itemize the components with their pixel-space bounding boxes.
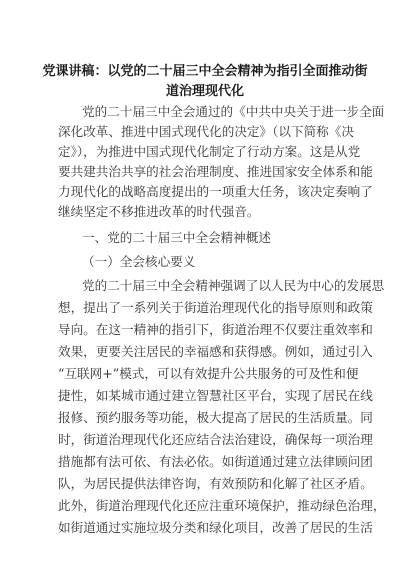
body-paragraph-line: 报修、预约服务等功能，极大提高了居民的生活质量。同: [58, 410, 373, 425]
intro-paragraph-line: 定》），为推进中国式现代化制定了行动方案。这是从党: [58, 144, 361, 159]
body-paragraph-line: 时，街道治理现代化还应结合法治建设，确保每一项治理: [58, 432, 373, 447]
body-paragraph-line: 此外，街道治理现代化还应注重环境保护，推动绿色治理，: [58, 498, 386, 513]
body-paragraph-line: 导向。在这一精神的指引下，街道治理不仅要注重效率和: [58, 322, 373, 337]
body-paragraph-line: 队，为居民提供法律咨询，有效预防和化解了社区矛盾。: [58, 476, 373, 491]
subsection-heading: （一）全会核心要义: [82, 254, 196, 269]
body-paragraph-line: 如街道通过实施垃圾分类和绿化项目，改善了居民的生活: [58, 520, 373, 535]
intro-paragraph-line: 党的二十届三中全会通过的《中共中央关于进一步全面: [82, 104, 385, 119]
body-paragraph-line: 想，提出了一系列关于街道治理现代化的指导原则和政策: [58, 300, 373, 315]
section-heading: 一、党的二十届三中全会精神概述: [82, 230, 271, 245]
body-paragraph-line: 措施都有法可依、有法必依。如街道通过建立法律顾问团: [58, 454, 373, 469]
intro-paragraph-line: 深化改革、推进中国式现代化的决定》（以下简称《决: [58, 124, 354, 139]
intro-paragraph-line: 要共建共治共享的社会治理制度、推进国家安全体系和能: [58, 164, 373, 179]
document-title-line-2: 道治理现代化: [165, 84, 244, 99]
body-paragraph-line: 效果，更要关注居民的幸福感和获得感。例如，通过引入: [58, 344, 373, 359]
document-title-line-1: 党课讲稿：以党的二十届三中全会精神为指引全面推动街: [42, 64, 368, 79]
intro-paragraph-line: 继续坚定不移推进改革的时代强音。: [58, 204, 260, 219]
body-paragraph-line: 捷性，如某城市通过建立智慧社区平台，实现了居民在线: [58, 388, 373, 403]
body-paragraph-line: 党的二十届三中全会精神强调了以人民为中心的发展思: [82, 278, 385, 293]
body-paragraph-line: “互联网+”模式，可以有效提升公共服务的可及性和便: [58, 366, 359, 381]
intro-paragraph-line: 力现代化的战略高度提出的一项重大任务，该决定奏响了: [58, 184, 373, 199]
